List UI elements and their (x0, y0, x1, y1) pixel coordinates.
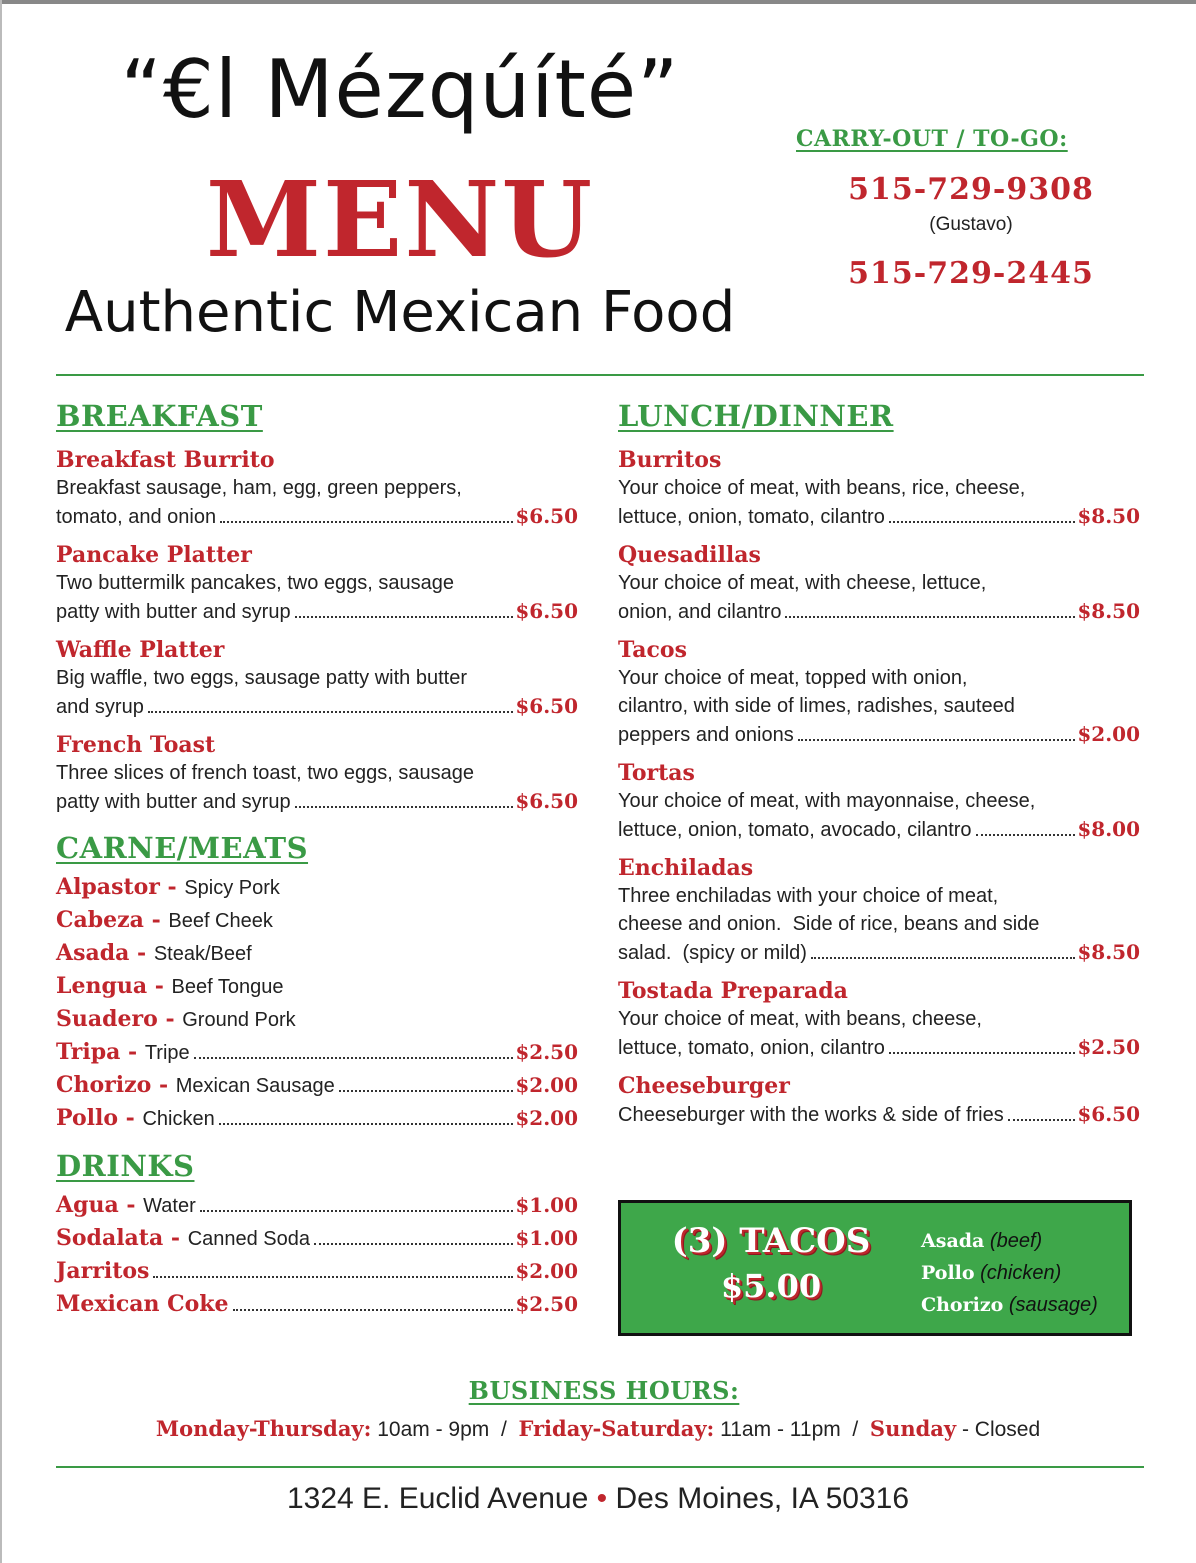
item-name: Tortas (618, 760, 695, 786)
item-description (56, 569, 578, 626)
tagline: Authentic Mexican Food (64, 280, 736, 345)
promo-title: (3) TACOS (671, 1221, 871, 1261)
menu-item (56, 636, 578, 721)
desc-line: lettuce, onion, tomato, cilantro (618, 506, 885, 528)
taco-special-box (618, 1200, 1132, 1336)
hours-time: - Closed (956, 1418, 1041, 1441)
item-price: $8.00 (1077, 817, 1140, 841)
option-description: (chicken) (980, 1262, 1062, 1284)
dot-leader (811, 957, 1075, 959)
item-price: $2.00 (1077, 722, 1140, 746)
item-price: $6.50 (515, 504, 578, 528)
footer-divider (56, 1466, 1144, 1468)
price-line (618, 720, 1140, 749)
item-price: $8.50 (1077, 504, 1140, 528)
page-top-border (0, 0, 1196, 4)
dot-leader (200, 1210, 514, 1212)
lunch-dinner-heading: LUNCH/DINNER (618, 399, 894, 433)
right-column (618, 396, 1140, 1129)
desc-line: Breakfast sausage, ham, egg, green peppers, (56, 477, 462, 499)
price-line (618, 815, 1140, 844)
item-description: Ground Pork (182, 1009, 296, 1031)
desc-line: Your choice of meat, with cheese, lettuce, (618, 572, 987, 594)
item-name: Alpastor (56, 874, 160, 900)
meats-list (56, 874, 578, 1138)
item-name: Sodalata (56, 1225, 164, 1251)
item-description (618, 787, 1140, 844)
list-item: Chorizo - Mexican Sausage $2.00 (56, 1072, 578, 1098)
desc-line: Big waffle, two eggs, sausage patty with butter (56, 667, 467, 689)
drinks-heading: DRINKS (56, 1149, 195, 1183)
desc-line: Your choice of meat, with beans, rice, cheese, (618, 477, 1026, 499)
dot-leader (233, 1309, 514, 1311)
dot-leader (148, 711, 514, 713)
menu-item (618, 977, 1140, 1062)
item-name: Breakfast Burrito (56, 447, 275, 473)
menu-item (618, 636, 1140, 749)
menu-item (56, 446, 578, 531)
price-line (56, 502, 578, 531)
item-description: Chicken (142, 1108, 215, 1130)
menu-item (56, 731, 578, 816)
item-description: Mexican Sausage (175, 1075, 335, 1097)
desc-line: patty with butter and syrup (56, 601, 291, 623)
option-name: Pollo (921, 1262, 975, 1284)
desc-line: tomato, and onion (56, 506, 217, 528)
dot-leader (219, 1123, 514, 1125)
drinks-list (56, 1192, 578, 1324)
dot-leader (339, 1090, 514, 1092)
address-bullet: • (596, 1482, 608, 1515)
price-line (56, 597, 578, 626)
desc-line: Three slices of french toast, two eggs, sausage (56, 762, 474, 784)
address (0, 1482, 1196, 1516)
menu-item (618, 1072, 1140, 1129)
item-price: $6.50 (515, 789, 578, 813)
menu-item (56, 541, 578, 626)
hours-time: 10am - 9pm / (371, 1418, 519, 1441)
item-name: Tripa (56, 1039, 121, 1065)
menu-title: MENU (205, 158, 595, 281)
item-name: Tacos (618, 637, 687, 663)
item-name: Jarritos (56, 1258, 150, 1284)
item-name: Agua (56, 1192, 119, 1218)
item-description (56, 664, 578, 721)
item-description (618, 882, 1140, 967)
business-hours (0, 1416, 1196, 1442)
item-description: Spicy Pork (184, 877, 280, 899)
item-name: French Toast (56, 732, 216, 758)
dot-leader (1008, 1119, 1076, 1121)
desc-line: Your choice of meat, with beans, cheese, (618, 1008, 982, 1030)
list-item: Lengua - Beef Tongue (56, 973, 284, 999)
list-item: Suadero - Ground Pork (56, 1006, 296, 1032)
item-description: Water (143, 1195, 196, 1217)
list-item: Agua - Water $1.00 (56, 1192, 578, 1218)
item-price: $2.50 (1077, 1035, 1140, 1059)
desc-line: Two buttermilk pancakes, two eggs, sausage (56, 572, 454, 594)
address-street: 1324 E. Euclid Avenue (286, 1482, 589, 1515)
desc-line: lettuce, tomato, onion, cilantro (618, 1037, 885, 1059)
item-name: Asada (56, 940, 130, 966)
dot-leader (295, 616, 514, 618)
promo-price: $5.00 (720, 1267, 822, 1305)
list-item: Sodalata - Canned Soda $1.00 (56, 1225, 578, 1251)
desc-line: peppers and onions (618, 724, 794, 746)
meats-heading: CARNE/MEATS (56, 831, 309, 865)
item-name: Lengua (56, 973, 148, 999)
item-description (618, 1100, 1140, 1129)
price-line (618, 502, 1140, 531)
promo-option (921, 1257, 1131, 1289)
item-description: Beef Tongue (171, 976, 284, 998)
item-description (618, 664, 1140, 749)
breakfast-heading: BREAKFAST (56, 399, 263, 433)
dot-leader (220, 521, 513, 523)
item-name: Cabeza (56, 907, 144, 933)
menu-item (618, 854, 1140, 967)
menu-item (618, 541, 1140, 626)
item-name: Chorizo (56, 1072, 152, 1098)
item-price: $8.50 (1077, 599, 1140, 623)
desc-line: onion, and cilantro (618, 601, 782, 623)
hours-day-label: Monday-Thursday: (155, 1416, 372, 1441)
business-hours-heading: BUSINESS HOURS: (468, 1376, 740, 1405)
item-price: $2.00 (515, 1106, 578, 1130)
desc-line: salad. (spicy or mild) (618, 942, 807, 964)
price-line (56, 787, 578, 816)
desc-line: and syrup (56, 696, 144, 718)
desc-line: cheese and onion. Side of rice, beans and side (618, 913, 1040, 935)
desc-line: patty with butter and syrup (56, 791, 291, 813)
price-line (618, 1033, 1140, 1062)
hours-day-label: Friday-Saturday: (518, 1416, 715, 1441)
item-price: $6.50 (515, 599, 578, 623)
item-description: Canned Soda (187, 1228, 311, 1250)
desc-line: Your choice of meat, with mayonnaise, cheese, (618, 790, 1036, 812)
price-line (618, 597, 1140, 626)
price-line (618, 938, 1140, 967)
list-item: Alpastor - Spicy Pork (56, 874, 280, 900)
item-name: Mexican Coke (56, 1291, 229, 1317)
restaurant-name: “€l Mézqúíté” (120, 43, 680, 136)
item-description: Beef Cheek (168, 910, 273, 932)
price-line (56, 692, 578, 721)
dot-leader (785, 616, 1075, 618)
menu-item (618, 446, 1140, 531)
list-item: Cabeza - Beef Cheek (56, 907, 273, 933)
item-description (618, 474, 1140, 531)
item-name: Enchiladas (618, 855, 754, 881)
option-description: (sausage) (1008, 1294, 1098, 1316)
list-item (56, 1258, 578, 1291)
phone-number-1[interactable]: 515-729-9308 (848, 172, 1094, 207)
item-price: $2.00 (515, 1259, 578, 1283)
dot-leader (194, 1057, 514, 1059)
item-name: Burritos (618, 447, 722, 473)
dot-leader (153, 1276, 513, 1278)
list-item (56, 1291, 578, 1324)
dot-leader (889, 1052, 1076, 1054)
dot-leader (295, 806, 514, 808)
promo-options (921, 1225, 1131, 1321)
promo-option (921, 1225, 1131, 1257)
desc-line: Your choice of meat, topped with onion, (618, 667, 968, 689)
item-price: $2.50 (515, 1292, 578, 1316)
option-name: Chorizo (921, 1294, 1004, 1316)
item-name: Waffle Platter (56, 637, 225, 663)
item-price: $1.00 (515, 1226, 578, 1250)
page-left-border (0, 0, 2, 1563)
item-name: Quesadillas (618, 542, 761, 568)
item-name: Pollo (56, 1105, 119, 1131)
desc-line: lettuce, onion, tomato, avocado, cilantro (618, 819, 972, 841)
phone-number-2[interactable]: 515-729-2445 (848, 256, 1094, 291)
hours-day-label: Sunday (869, 1416, 957, 1441)
item-price: $6.50 (515, 694, 578, 718)
address-city: Des Moines, IA 50316 (615, 1482, 910, 1515)
item-price: $1.00 (515, 1193, 578, 1217)
item-name: Tostada Preparada (618, 978, 848, 1004)
item-name: Pancake Platter (56, 542, 252, 568)
item-description (618, 569, 1140, 626)
list-item: Pollo - Chicken $2.00 (56, 1105, 578, 1131)
desc-line: Cheeseburger with the works & side of fries (618, 1104, 1004, 1126)
item-price: $2.50 (515, 1040, 578, 1064)
item-price: $6.50 (1077, 1102, 1140, 1126)
item-name: Cheeseburger (618, 1073, 790, 1099)
menu-item (618, 759, 1140, 844)
list-item: Asada - Steak/Beef (56, 940, 252, 966)
item-price: $8.50 (1077, 940, 1140, 964)
desc-line: Three enchiladas with your choice of meat, (618, 885, 999, 907)
item-description (56, 759, 578, 816)
desc-line: cilantro, with side of limes, radishes, sauteed (618, 695, 1015, 717)
item-price: $2.00 (515, 1073, 578, 1097)
dot-leader (976, 834, 1076, 836)
option-name: Asada (921, 1230, 985, 1252)
carry-out-heading: CARRY-OUT / TO-GO: (796, 126, 1068, 152)
hours-time: 11am - 11pm / (714, 1418, 870, 1441)
item-description (618, 1005, 1140, 1062)
dot-leader (798, 739, 1076, 741)
dot-leader (889, 521, 1076, 523)
option-description: (beef) (989, 1230, 1043, 1252)
item-description (56, 474, 578, 531)
phone-contact-name: (Gustavo) (929, 214, 1013, 235)
left-column (56, 396, 578, 1324)
header-divider (56, 374, 1144, 376)
promo-option (921, 1289, 1131, 1321)
item-description: Steak/Beef (153, 943, 252, 965)
price-line (618, 1100, 1140, 1129)
list-item: Tripa - Tripe $2.50 (56, 1039, 578, 1065)
item-description: Tripe (144, 1042, 190, 1064)
item-name: Suadero (56, 1006, 158, 1032)
dot-leader (314, 1243, 513, 1245)
